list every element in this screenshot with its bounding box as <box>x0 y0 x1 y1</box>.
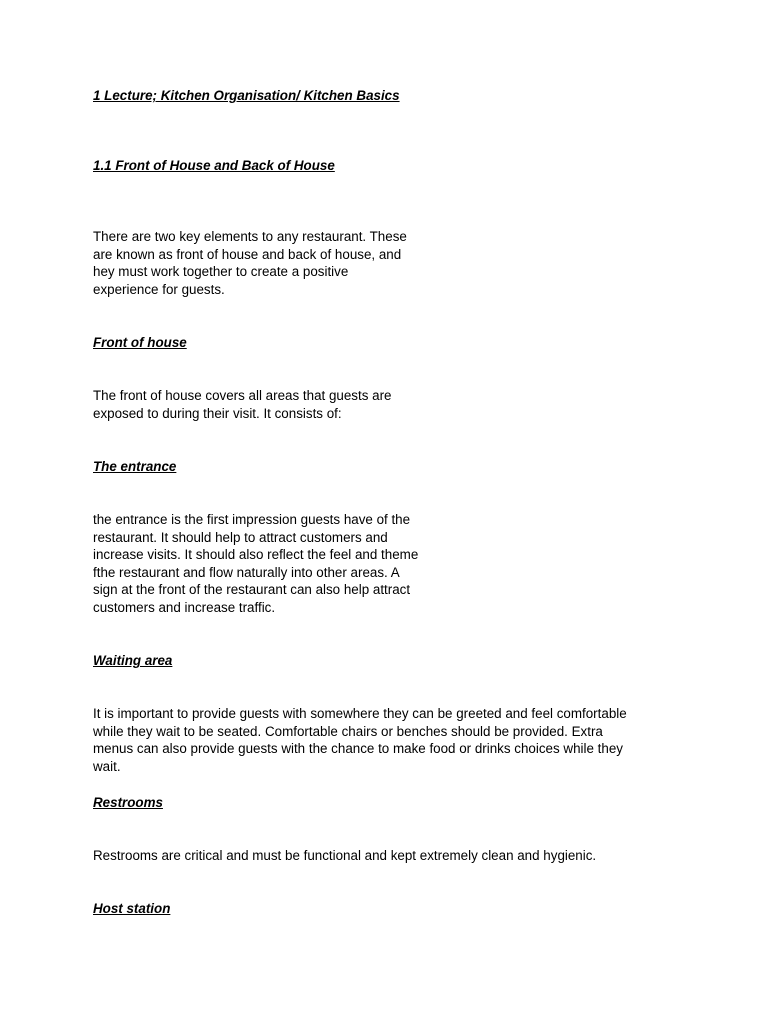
document-title: 1 Lecture; Kitchen Organisation/ Kitchen Basics <box>93 88 400 103</box>
paragraph-line: fthe restaurant and flow naturally into other areas. A <box>93 564 400 580</box>
paragraph-line: Restrooms are critical and must be functional and kept extremely clean and hygienic. <box>93 848 597 863</box>
paragraph-line: menus can also provide guests with the chance to make food or drinks choices while they <box>93 741 623 757</box>
paragraph-line: wait. <box>93 758 121 774</box>
paragraph-line: restaurant. It should help to attract customers and <box>93 529 388 545</box>
restrooms-paragraph <box>93 847 668 865</box>
paragraph-line: the entrance is the first impression guests have of the <box>93 512 411 527</box>
intro-line: experience for guests. <box>93 281 225 297</box>
intro-paragraph <box>93 228 443 298</box>
heading-entrance: The entrance <box>93 459 177 474</box>
paragraph-line: increase visits. It should also reflect the feel and theme <box>93 547 419 563</box>
waiting-area-paragraph <box>93 705 668 775</box>
heading-front-of-house: Front of house <box>93 335 187 350</box>
intro-line: There are two key elements to any restaurant. These <box>93 229 407 244</box>
heading-waiting-area: Waiting area <box>93 653 173 668</box>
paragraph-line: exposed to during their visit. It consists of: <box>93 405 342 421</box>
paragraph-line: It is important to provide guests with somewhere they can be greeted and feel comfortable <box>93 706 627 721</box>
paragraph-line: while they wait to be seated. Comfortable chairs or benches should be provided. Extra <box>93 723 603 739</box>
heading-restrooms: Restrooms <box>93 795 163 810</box>
paragraph-line: sign at the front of the restaurant can also help attract <box>93 582 411 598</box>
paragraph-line: customers and increase traffic. <box>93 599 276 615</box>
intro-line: hey must work together to create a positive <box>93 264 349 280</box>
front-of-house-paragraph <box>93 387 443 422</box>
entrance-paragraph <box>93 511 443 617</box>
paragraph-line: The front of house covers all areas that guests are <box>93 388 392 403</box>
heading-host-station: Host station <box>93 901 171 916</box>
section-heading-front-back-of-house: 1.1 Front of House and Back of House <box>93 158 335 173</box>
intro-line: are known as front of house and back of house, and <box>93 246 402 262</box>
